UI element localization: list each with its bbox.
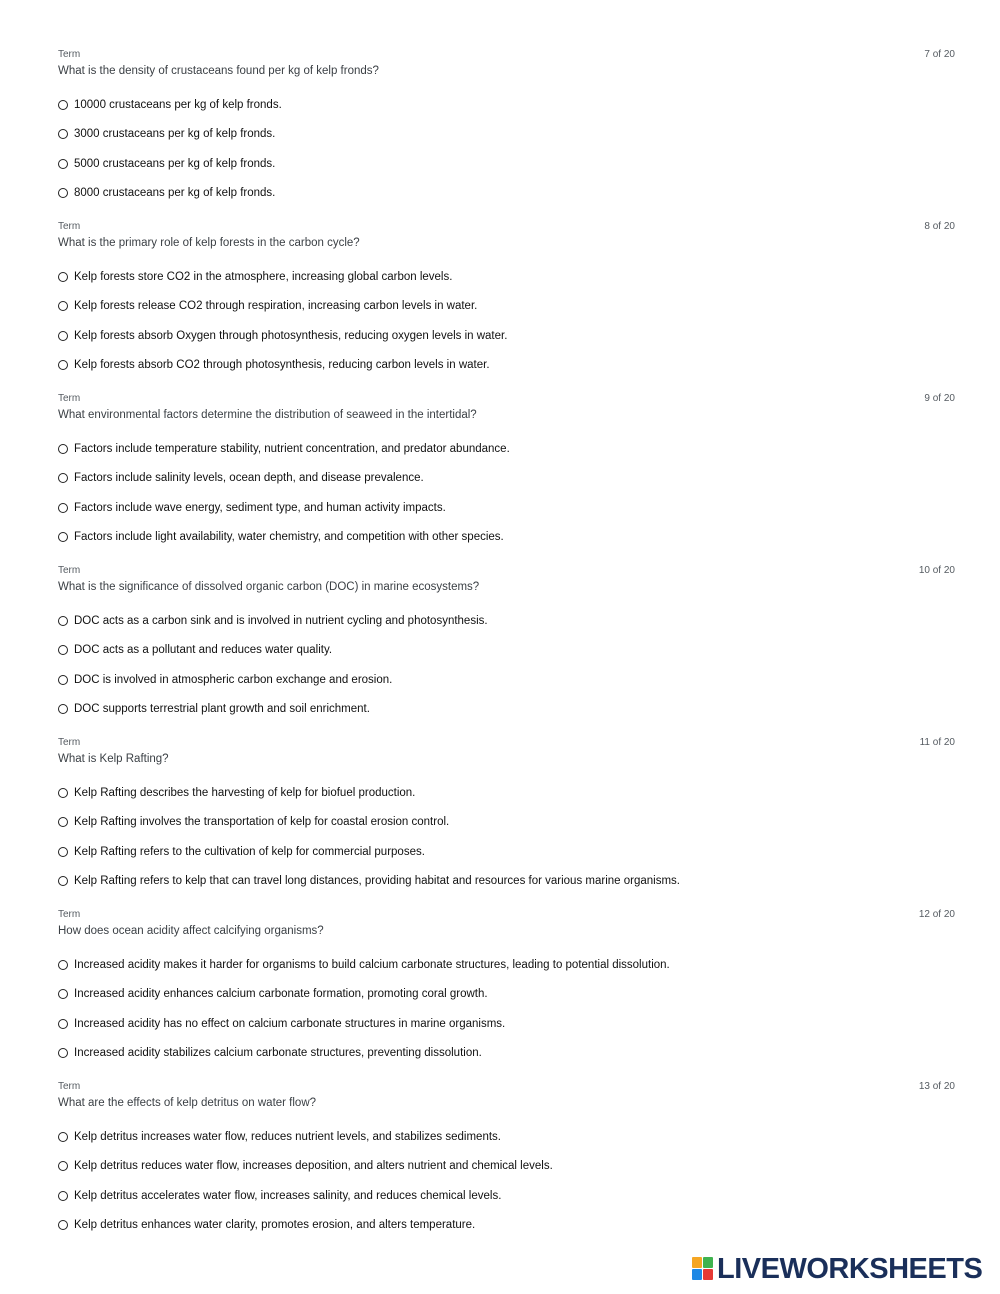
radio-button[interactable]	[58, 645, 68, 655]
question-block	[58, 909, 955, 1081]
answer-option[interactable]	[58, 843, 425, 861]
answer-option-label: Factors include light availability, water chemistry, and competition with other species.	[74, 531, 504, 543]
radio-button[interactable]	[58, 188, 68, 198]
question-counter: 8 of 20	[924, 221, 955, 232]
answer-option[interactable]	[58, 528, 504, 546]
question-header	[58, 1081, 955, 1095]
logo-text: LIVEWORKSHEETS	[717, 1252, 983, 1285]
answer-option-label: Kelp Rafting involves the transportation of kelp for coastal erosion control.	[74, 816, 450, 828]
answer-option[interactable]	[58, 184, 275, 202]
question-block	[58, 737, 955, 909]
answer-option-label: 8000 crustaceans per kg of kelp fronds.	[74, 187, 276, 199]
answer-option[interactable]	[58, 469, 424, 487]
answer-option[interactable]	[58, 327, 507, 345]
answer-option[interactable]	[58, 784, 415, 802]
answer-option[interactable]	[58, 956, 670, 974]
radio-button[interactable]	[58, 876, 68, 886]
radio-button[interactable]	[58, 704, 68, 714]
answer-option-label: DOC supports terrestrial plant growth and soil enrichment.	[74, 703, 370, 715]
answer-option-label: Kelp detritus enhances water clarity, promotes erosion, and alters temperature.	[74, 1219, 476, 1231]
answer-option[interactable]	[58, 125, 275, 143]
answer-option-label: 5000 crustaceans per kg of kelp fronds.	[74, 158, 276, 170]
term-label: Term	[58, 1081, 81, 1092]
answer-option-label: Kelp detritus reduces water flow, increases deposition, and alters nutrient and chemical levels.	[74, 1160, 553, 1172]
answer-option[interactable]	[58, 440, 510, 458]
question-block	[58, 221, 955, 393]
radio-button[interactable]	[58, 272, 68, 282]
term-label: Term	[58, 393, 81, 404]
question-header	[58, 221, 955, 235]
radio-button[interactable]	[58, 503, 68, 513]
answer-option-label: DOC acts as a pollutant and reduces water quality.	[74, 644, 333, 656]
answer-option[interactable]	[58, 96, 282, 114]
radio-button[interactable]	[58, 444, 68, 454]
question-header	[58, 565, 955, 579]
answer-option[interactable]	[58, 1157, 553, 1175]
question-counter: 10 of 20	[918, 565, 955, 576]
question-header	[58, 49, 955, 63]
answer-option-label: Factors include temperature stability, nutrient concentration, and predator abundance.	[74, 443, 510, 455]
question-block	[58, 49, 955, 221]
question-block	[58, 565, 955, 737]
radio-button[interactable]	[58, 847, 68, 857]
liveworksheets-logo-icon	[692, 1257, 714, 1281]
answer-option[interactable]	[58, 1128, 501, 1146]
radio-button[interactable]	[58, 788, 68, 798]
answer-option-label: Increased acidity makes it harder for organisms to build calcium carbonate structures, leading to potential dissolution.	[74, 959, 670, 971]
answer-option-label: 3000 crustaceans per kg of kelp fronds.	[74, 128, 276, 140]
answer-option[interactable]	[58, 297, 477, 315]
question-counter: 9 of 20	[924, 393, 955, 404]
radio-button[interactable]	[58, 360, 68, 370]
answer-option-label: Kelp detritus increases water flow, reduces nutrient levels, and stabilizes sediments.	[74, 1131, 501, 1143]
answer-option[interactable]	[58, 1015, 505, 1033]
answer-option-label: Factors include wave energy, sediment type, and human activity impacts.	[74, 502, 446, 514]
answer-option-label: Kelp forests absorb Oxygen through photosynthesis, reducing oxygen levels in water.	[74, 330, 508, 342]
radio-button[interactable]	[58, 1161, 68, 1171]
answer-option[interactable]	[58, 1187, 501, 1205]
radio-button[interactable]	[58, 1048, 68, 1058]
question-text: What is the significance of dissolved organic carbon (DOC) in marine ecosystems?	[58, 581, 480, 593]
answer-option[interactable]	[58, 872, 680, 890]
term-label: Term	[58, 221, 81, 232]
answer-option-label: Kelp Rafting describes the harvesting of kelp for biofuel production.	[74, 787, 416, 799]
radio-button[interactable]	[58, 960, 68, 970]
radio-button[interactable]	[58, 301, 68, 311]
answer-option[interactable]	[58, 356, 490, 374]
answer-option[interactable]	[58, 612, 488, 630]
question-text: What are the effects of kelp detritus on water flow?	[58, 1097, 317, 1109]
radio-button[interactable]	[58, 675, 68, 685]
answer-option-label: 10000 crustaceans per kg of kelp fronds.	[74, 99, 282, 111]
answer-option[interactable]	[58, 499, 446, 517]
radio-button[interactable]	[58, 1019, 68, 1029]
question-header	[58, 393, 955, 407]
answer-option[interactable]	[58, 1216, 475, 1234]
radio-button[interactable]	[58, 817, 68, 827]
radio-button[interactable]	[58, 1132, 68, 1142]
term-label: Term	[58, 737, 81, 748]
answer-option[interactable]	[58, 671, 392, 689]
question-text: What is the primary role of kelp forests in the carbon cycle?	[58, 237, 360, 249]
answer-option[interactable]	[58, 985, 488, 1003]
answer-option[interactable]	[58, 813, 449, 831]
question-header	[58, 909, 955, 923]
radio-button[interactable]	[58, 100, 68, 110]
answer-option-label: Kelp forests release CO2 through respiration, increasing carbon levels in water.	[74, 300, 478, 312]
radio-button[interactable]	[58, 989, 68, 999]
answer-option-label: Increased acidity has no effect on calcium carbonate structures in marine organisms.	[74, 1018, 506, 1030]
radio-button[interactable]	[58, 473, 68, 483]
question-block	[58, 1081, 955, 1253]
question-counter: 11 of 20	[919, 737, 955, 748]
radio-button[interactable]	[58, 1191, 68, 1201]
question-header	[58, 737, 955, 751]
radio-button[interactable]	[58, 129, 68, 139]
answer-option-label: Kelp forests absorb CO2 through photosynthesis, reducing carbon levels in water.	[74, 359, 490, 371]
question-counter: 13 of 20	[918, 1081, 955, 1092]
question-text: How does ocean acidity affect calcifying organisms?	[58, 925, 324, 937]
answer-option-label: DOC is involved in atmospheric carbon exchange and erosion.	[74, 674, 393, 686]
answer-option[interactable]	[58, 700, 370, 718]
answer-option-label: Increased acidity stabilizes calcium carbonate structures, preventing dissolution.	[74, 1047, 482, 1059]
radio-button[interactable]	[58, 159, 68, 169]
radio-button[interactable]	[58, 331, 68, 341]
liveworksheets-logo	[692, 1254, 982, 1284]
radio-button[interactable]	[58, 616, 68, 626]
term-label: Term	[58, 49, 81, 60]
answer-option[interactable]	[58, 155, 275, 173]
answer-option-label: Kelp Rafting refers to the cultivation of kelp for commercial purposes.	[74, 846, 425, 858]
question-text: What is the density of crustaceans found per kg of kelp fronds?	[58, 65, 379, 77]
radio-button[interactable]	[58, 532, 68, 542]
term-label: Term	[58, 909, 81, 920]
answer-option[interactable]	[58, 1044, 482, 1062]
answer-option-label: Increased acidity enhances calcium carbonate formation, promoting coral growth.	[74, 988, 488, 1000]
question-counter: 12 of 20	[918, 909, 955, 920]
question-text: What is Kelp Rafting?	[58, 753, 169, 765]
question-text: What environmental factors determine the distribution of seaweed in the intertidal?	[58, 409, 477, 421]
answer-option-label: DOC acts as a carbon sink and is involved in nutrient cycling and photosynthesis.	[74, 615, 488, 627]
question-counter: 7 of 20	[924, 49, 955, 60]
answer-option-label: Kelp forests store CO2 in the atmosphere, increasing global carbon levels.	[74, 271, 453, 283]
term-label: Term	[58, 565, 81, 576]
question-block	[58, 393, 955, 565]
answer-option[interactable]	[58, 268, 452, 286]
radio-button[interactable]	[58, 1220, 68, 1230]
answer-option-label: Factors include salinity levels, ocean depth, and disease prevalence.	[74, 472, 424, 484]
answer-option-label: Kelp detritus accelerates water flow, increases salinity, and reduces chemical levels.	[74, 1190, 502, 1202]
answer-option[interactable]	[58, 641, 332, 659]
answer-option-label: Kelp Rafting refers to kelp that can travel long distances, providing habitat and resources for various marine organisms.	[74, 875, 680, 887]
